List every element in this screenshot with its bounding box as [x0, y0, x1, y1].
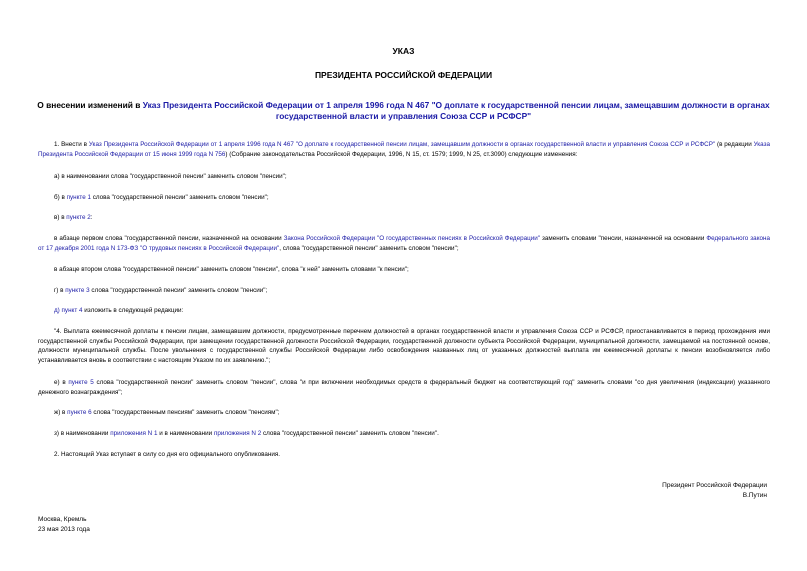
- item-b-link[interactable]: пункте 1: [66, 194, 91, 201]
- item-v1-text-a: в абзаце первом слова "государственной пенсии, назначенной на основании: [54, 235, 284, 242]
- item-zh-text-a: ж) в: [54, 409, 68, 416]
- item-v-link[interactable]: пункте 2: [66, 214, 91, 221]
- item-z-text-b: и в наименовании: [157, 430, 214, 437]
- item-d-link[interactable]: д) пункт 4: [54, 307, 83, 314]
- item-d-text: изложить в следующей редакции:: [82, 307, 184, 314]
- paragraph-2: 2. Настоящий Указ вступает в силу со дня его официального опубликования.: [54, 451, 281, 458]
- place-date-block: [38, 515, 90, 534]
- document-type-heading: УКАЗ: [392, 46, 415, 56]
- signature-name: В.Путин: [742, 491, 767, 499]
- signing-place: Москва, Кремль: [38, 516, 87, 523]
- document-title: [36, 100, 771, 122]
- item-z: [38, 429, 770, 439]
- signature-block: [662, 481, 767, 500]
- item-g: [38, 286, 770, 296]
- item-a: а) в наименовании слова "государственной пенсии" заменить словом "пенсии";: [54, 173, 287, 180]
- p1-text-c: ) (Собрание законодательства Российской Федерации, 1996, N 15, ст. 1579; 1999, N 25, ст.3090) следующие изменения:: [225, 150, 578, 158]
- item-v-paragraph-2: в абзаце втором слова "государственной пенсии" заменить словом "пенсии", слова "к ней" заменить словами "к пенсии";: [54, 266, 409, 273]
- item-z-text-a: з) в наименовании: [54, 430, 111, 437]
- title-text: О внесении изменений в: [37, 100, 143, 110]
- item-b-text-b: слова "государственной пенсии" заменить словом "пенсии";: [91, 194, 269, 201]
- item-d: [38, 306, 770, 316]
- p1-amendment-link[interactable]: Указа Президента Российской Федерации от 15 июня 1999 года N 756: [38, 141, 770, 158]
- item-b-text-a: б) в: [54, 194, 67, 201]
- signature-position: Президент Российской Федерации: [662, 482, 767, 489]
- item-v: [38, 213, 770, 223]
- item-zh-link[interactable]: пункте 6: [67, 409, 92, 416]
- p1-text-b: (в редакции: [715, 141, 754, 148]
- item-e: [38, 378, 770, 397]
- issuer-heading: ПРЕЗИДЕНТА РОССИЙСКОЙ ФЕДЕРАЦИИ: [314, 70, 493, 80]
- item-z-text-c: слова "государственной пенсии" заменить словом "пенсии".: [261, 430, 439, 437]
- item-e-text-a: е) в: [54, 379, 69, 386]
- item-zh-text-b: слова "государственным пенсиям" заменить словом "пенсиям";: [91, 409, 280, 416]
- item-v-text-b: :: [90, 214, 93, 221]
- item-v1-federal-law-link[interactable]: Федерального закона от 17 декабря 2001 года N 173-ФЗ "О трудовых пенсиях в Российской Федерации": [38, 235, 770, 252]
- paragraph-1: [38, 140, 770, 159]
- item-g-text-b: слова "государственной пенсии" заменить словом "пенсии";: [89, 287, 268, 294]
- title-decree-link[interactable]: Указ Президента Российской Федерации от 1 апреля 1996 года N 467 "О доплате к государственной пенсии лицам, замещавшим должности в органах государственной власти и управления Союза ССР и РСФСР": [142, 100, 770, 121]
- item-v1-text-c: , слова "государственной пенсии" заменить словом "пенсии";: [279, 244, 459, 252]
- item-v-text-a: в) в: [54, 214, 67, 221]
- item-e-text-b: слова "государственной пенсии" заменить словом "пенсии", слова "и при включении необходимых средств в федеральный бюджет на соответствующий год" заменить словами "со дня увеличения (индексации) указанного денежного вознаграждения";: [38, 379, 770, 396]
- p1-text-a: 1. Внести в: [54, 141, 89, 148]
- item-g-text-a: г) в: [54, 287, 66, 294]
- item-b: [38, 193, 770, 203]
- item-v1-text-b: заменить словами "пенсии, назначенной на основании: [540, 235, 707, 242]
- item-v1-law-link[interactable]: Закона Российской Федерации "О государственных пенсиях в Российской Федерации": [283, 235, 540, 242]
- item-e-link[interactable]: пункте 5: [68, 379, 94, 386]
- appendix-1-link[interactable]: приложения N 1: [110, 430, 158, 437]
- item-zh: [38, 408, 770, 418]
- signing-date: 23 мая 2013 года: [38, 525, 90, 533]
- new-point-4-text: "4. Выплата ежемесячной доплаты к пенсии лицам, замещавшим должности, предусмотренные перечнем должностей в органах государственной власти и управления Союза ССР и РСФСР, приостанавливается в период прохождения ими государственной службы Российской Федерации, при замещении государственной должности Российской Федерации, государственной должности субъекта Российской Федерации, муниципальной должности, замещаемой на постоянной основе, должности муниципальной службы. После увольнения с государственной службы Российской Федерации либо освобождения названных лиц от указанных должностей выплата им ежемесячной доплаты к пенсии возобновляется либо устанавливается вновь в соответствии с настоящим Указом по их заявлению.";: [38, 328, 770, 364]
- p1-decree-link[interactable]: Указ Президента Российской Федерации от 1 апреля 1996 года N 467 "О доплате к государственной пенсии лицам, замещавшим должности в органах государственной власти и управления Союза ССР и РСФСР": [88, 141, 716, 148]
- item-v-paragraph-1: [38, 234, 770, 253]
- appendix-2-link[interactable]: приложения N 2: [213, 430, 262, 437]
- item-g-link[interactable]: пункте 3: [65, 287, 90, 294]
